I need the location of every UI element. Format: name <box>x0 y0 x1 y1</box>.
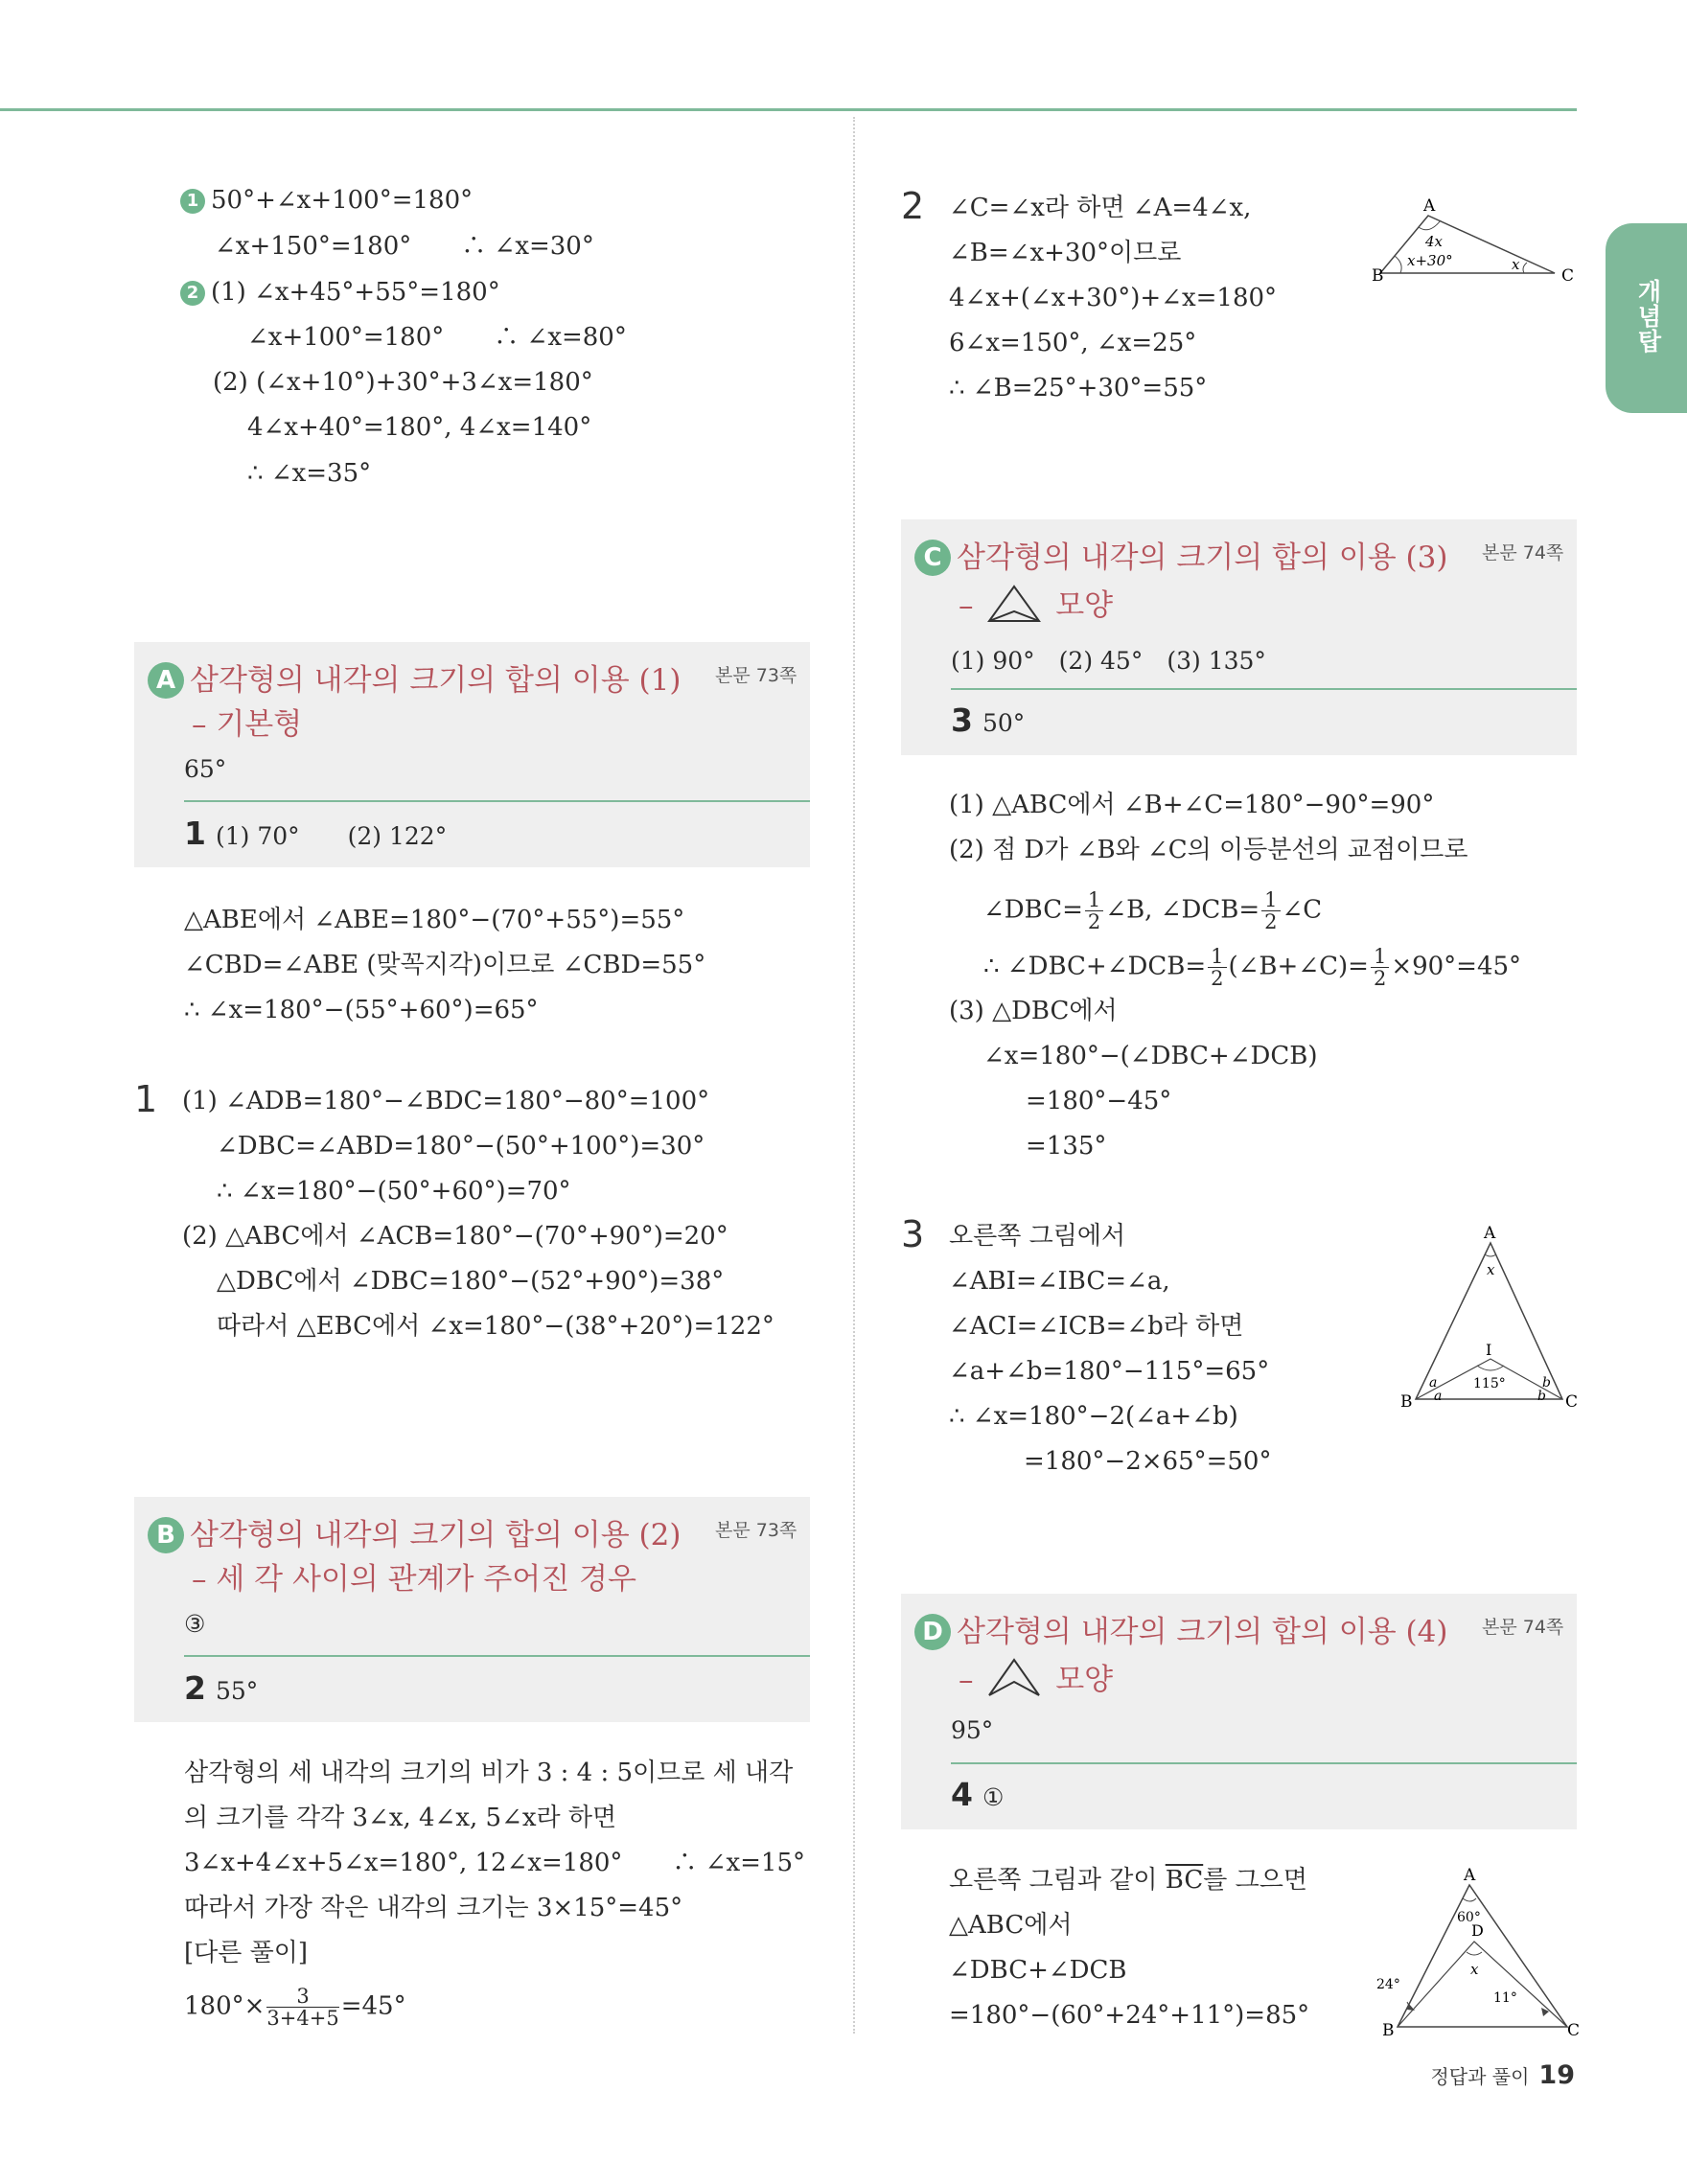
solution-line: =180°−(60°+24°+11°)=85° <box>949 2001 1310 2030</box>
triangle-shape-icon <box>986 583 1042 625</box>
solution-line: 의 크기를 각각 3∠x, 4∠x, 5∠x라 하면 <box>184 1804 617 1832</box>
problem-number: 1 <box>134 1078 158 1120</box>
vertex-label: C <box>1561 266 1575 286</box>
solution-line: ∠ABI=∠IBC=∠a, <box>949 1267 1170 1296</box>
solution-line: =180°−45° <box>1026 1087 1172 1115</box>
angle-label: x <box>1512 256 1520 273</box>
check-line: ∠x+150°=180° ∴ ∠x=30° <box>215 232 594 261</box>
solution-line: 따라서 △EBC에서 ∠x=180°−(38°+20°)=122° <box>217 1312 774 1341</box>
section-badge: B <box>148 1517 184 1553</box>
angle-label: a <box>1429 1375 1438 1391</box>
section-box-c <box>901 519 1577 755</box>
vertex-label: C <box>1565 1392 1579 1412</box>
solution-line: △ABC에서 <box>949 1911 1073 1940</box>
section-badge: C <box>914 540 951 576</box>
solution-line: ∠x=180°−(∠DBC+∠DCB) <box>983 1042 1318 1070</box>
triangle-bisector-figure <box>1395 1222 1586 1414</box>
box-rule <box>184 1655 810 1657</box>
vertex-label: B <box>1400 1392 1413 1412</box>
side-tab-label: 개념탑 <box>1634 279 1662 354</box>
example-answer: 65° <box>184 755 227 783</box>
fraction-line: ∴ ∠DBC+∠DCB= $\frac{1}{2}$ (∠B+∠C)= $\frac{1}{2}$ ×90°=45° <box>983 945 1522 990</box>
solution-line: (1) △ABC에서 ∠B+∠C=180°−90°=90° <box>949 791 1435 819</box>
question-answer: 4 ① <box>951 1776 1005 1813</box>
section-title: D 삼각형의 내각의 크기의 합의 이용 (4) <box>914 1607 1447 1650</box>
check-line: 4∠x+40°=180°, 4∠x=140° <box>247 413 592 442</box>
page-reference: 본문 74쪽 <box>1482 1617 1564 1638</box>
page-footer <box>1430 2060 1575 2090</box>
solution-line: 오른쪽 그림에서 <box>949 1222 1126 1251</box>
solution-line: ∴ ∠x=180°−(50°+60°)=70° <box>217 1177 571 1206</box>
solution-line: (3) △DBC에서 <box>949 997 1118 1025</box>
section-title: C 삼각형의 내각의 크기의 합의 이용 (3) <box>914 533 1447 576</box>
solution-line: 3∠x+4∠x+5∠x=180°, 12∠x=180° ∴ ∠x=15° <box>184 1849 806 1877</box>
header-rule <box>0 108 1577 111</box>
solution-line: [다른 풀이] <box>184 1939 309 1967</box>
solution-line: ∠C=∠x라 하면 ∠A=4∠x, <box>949 194 1252 222</box>
angle-label: b <box>1542 1375 1551 1391</box>
solution-line: 삼각형의 세 내각의 크기의 비가 3 : 4 : 5이므로 세 내각 <box>184 1759 794 1787</box>
question-answer: 3 50° <box>951 701 1026 739</box>
section-badge: A <box>148 662 184 699</box>
check-line: ∴ ∠x=35° <box>247 459 372 488</box>
check-line: 1 50°+∠x+100°=180° <box>180 184 473 217</box>
example-answer: (1) 90° (2) 45° (3) 135° <box>951 647 1266 675</box>
example-answer: 95° <box>951 1716 994 1744</box>
section-box-a <box>134 642 810 867</box>
box-rule <box>951 688 1577 690</box>
vertex-label: I <box>1486 1341 1492 1359</box>
dart-figure <box>1371 1864 1586 2041</box>
column-divider <box>853 117 855 2034</box>
vertex-label: D <box>1471 1921 1484 1940</box>
angle-label: x+30° <box>1407 252 1453 269</box>
page-number: 19 <box>1538 2060 1575 2090</box>
angle-label: x <box>1470 1961 1479 1978</box>
section-title: A 삼각형의 내각의 크기의 합의 이용 (1) <box>148 655 681 699</box>
section-box-b <box>134 1497 810 1722</box>
section-box-d <box>901 1594 1577 1829</box>
number-badge-icon: 1 <box>180 189 205 214</box>
number-badge-icon: 2 <box>180 281 205 306</box>
section-subtitle: – 기본형 <box>192 707 303 742</box>
solution-line: △ABE에서 ∠ABE=180°−(70°+55°)=55° <box>184 906 685 934</box>
fraction-line: ∠DBC= $\frac{1}{2}$ ∠B, ∠DCB= $\frac{1}{2}$ ∠C <box>983 888 1323 933</box>
solution-line: =135° <box>1026 1132 1107 1161</box>
angle-label: 4x <box>1425 233 1444 250</box>
question-answer: 2 55° <box>184 1669 259 1707</box>
angle-label: x <box>1487 1261 1495 1278</box>
vertex-label: A <box>1484 1224 1496 1243</box>
section-badge: D <box>914 1614 951 1650</box>
check-line: 2 (1) ∠x+45°+55°=180° <box>180 276 500 309</box>
problem-number: 2 <box>901 185 925 227</box>
solution-line: 따라서 가장 작은 내각의 크기는 3×15°=45° <box>184 1894 683 1922</box>
solution-line: ∠DBC+∠DCB <box>949 1956 1127 1985</box>
angle-label: b <box>1537 1389 1546 1404</box>
vertex-label: A <box>1464 1866 1476 1885</box>
section-subtitle: – 모양 <box>959 1655 1113 1699</box>
solution-line: =180°−2×65°=50° <box>1024 1447 1272 1476</box>
side-tab <box>1606 223 1687 413</box>
vertex-label: B <box>1372 266 1384 286</box>
solution-line: ∠CBD=∠ABE (맞꼭지각)이므로 ∠CBD=55° <box>184 951 706 979</box>
solution-line: ∴ ∠B=25°+30°=55° <box>949 374 1208 402</box>
section-title: B 삼각형의 내각의 크기의 합의 이용 (2) <box>148 1510 681 1553</box>
box-rule <box>184 800 810 802</box>
solution-line: 6∠x=150°, ∠x=25° <box>949 329 1197 357</box>
question-answer: 1 (1) 70° (2) 122° <box>184 815 448 852</box>
solution-line: 오른쪽 그림과 같이 $\overline{BC}$를 그으면 <box>949 1866 1307 1895</box>
page-reference: 본문 74쪽 <box>1482 542 1564 563</box>
solution-line: △DBC에서 ∠DBC=180°−(52°+90°)=38° <box>217 1267 725 1296</box>
angle-label: 60° <box>1457 1910 1481 1925</box>
triangle-figure <box>1366 192 1586 292</box>
section-subtitle: – 세 각 사이의 관계가 주어진 경우 <box>192 1562 636 1597</box>
section-subtitle: – 모양 <box>959 581 1113 625</box>
check-line: (2) (∠x+10°)+30°+3∠x=180° <box>213 368 593 397</box>
solution-line: ∴ ∠x=180°−(55°+60°)=65° <box>184 996 539 1024</box>
solution-line: ∠DBC=∠ABD=180°−(50°+100°)=30° <box>217 1132 705 1161</box>
angle-label: 115° <box>1473 1376 1506 1391</box>
solution-line: ∴ ∠x=180°−2(∠a+∠b) <box>949 1402 1238 1431</box>
vertex-label: C <box>1567 2021 1581 2040</box>
box-rule <box>951 1762 1577 1764</box>
solution-line: ∠a+∠b=180°−115°=65° <box>949 1357 1270 1386</box>
solution-line: ∠ACI=∠ICB=∠b라 하면 <box>949 1312 1244 1341</box>
vertex-label: A <box>1423 196 1436 216</box>
check-line: ∠x+100°=180° ∴ ∠x=80° <box>247 323 627 352</box>
solution-line: (1) ∠ADB=180°−∠BDC=180°−80°=100° <box>182 1087 710 1115</box>
page-reference: 본문 73쪽 <box>715 665 797 686</box>
dart-shape-icon <box>986 1657 1042 1699</box>
solution-line: (2) 점 D가 ∠B와 ∠C의 이등분선의 교점이므로 <box>949 836 1468 864</box>
fraction: $\frac{3}{3+4+5}$ <box>266 1985 339 2030</box>
solution-line: (2) △ABC에서 ∠ACB=180°−(70°+90°)=20° <box>182 1222 728 1251</box>
angle-label: 11° <box>1493 1990 1517 2006</box>
angle-label: 24° <box>1376 1977 1400 1992</box>
angle-label: a <box>1434 1389 1443 1404</box>
example-answer: ③ <box>184 1610 206 1638</box>
solution-line: ∠B=∠x+30°이므로 <box>949 239 1182 267</box>
vertex-label: B <box>1382 2021 1395 2040</box>
fraction-line: 180°× $\frac{3}{3+4+5}$ =45° <box>184 1985 406 2030</box>
page-reference: 본문 73쪽 <box>715 1520 797 1541</box>
problem-number: 3 <box>901 1213 925 1255</box>
solution-line: 4∠x+(∠x+30°)+∠x=180° <box>949 284 1278 312</box>
footer-label: 정답과 풀이 <box>1430 2065 1530 2088</box>
